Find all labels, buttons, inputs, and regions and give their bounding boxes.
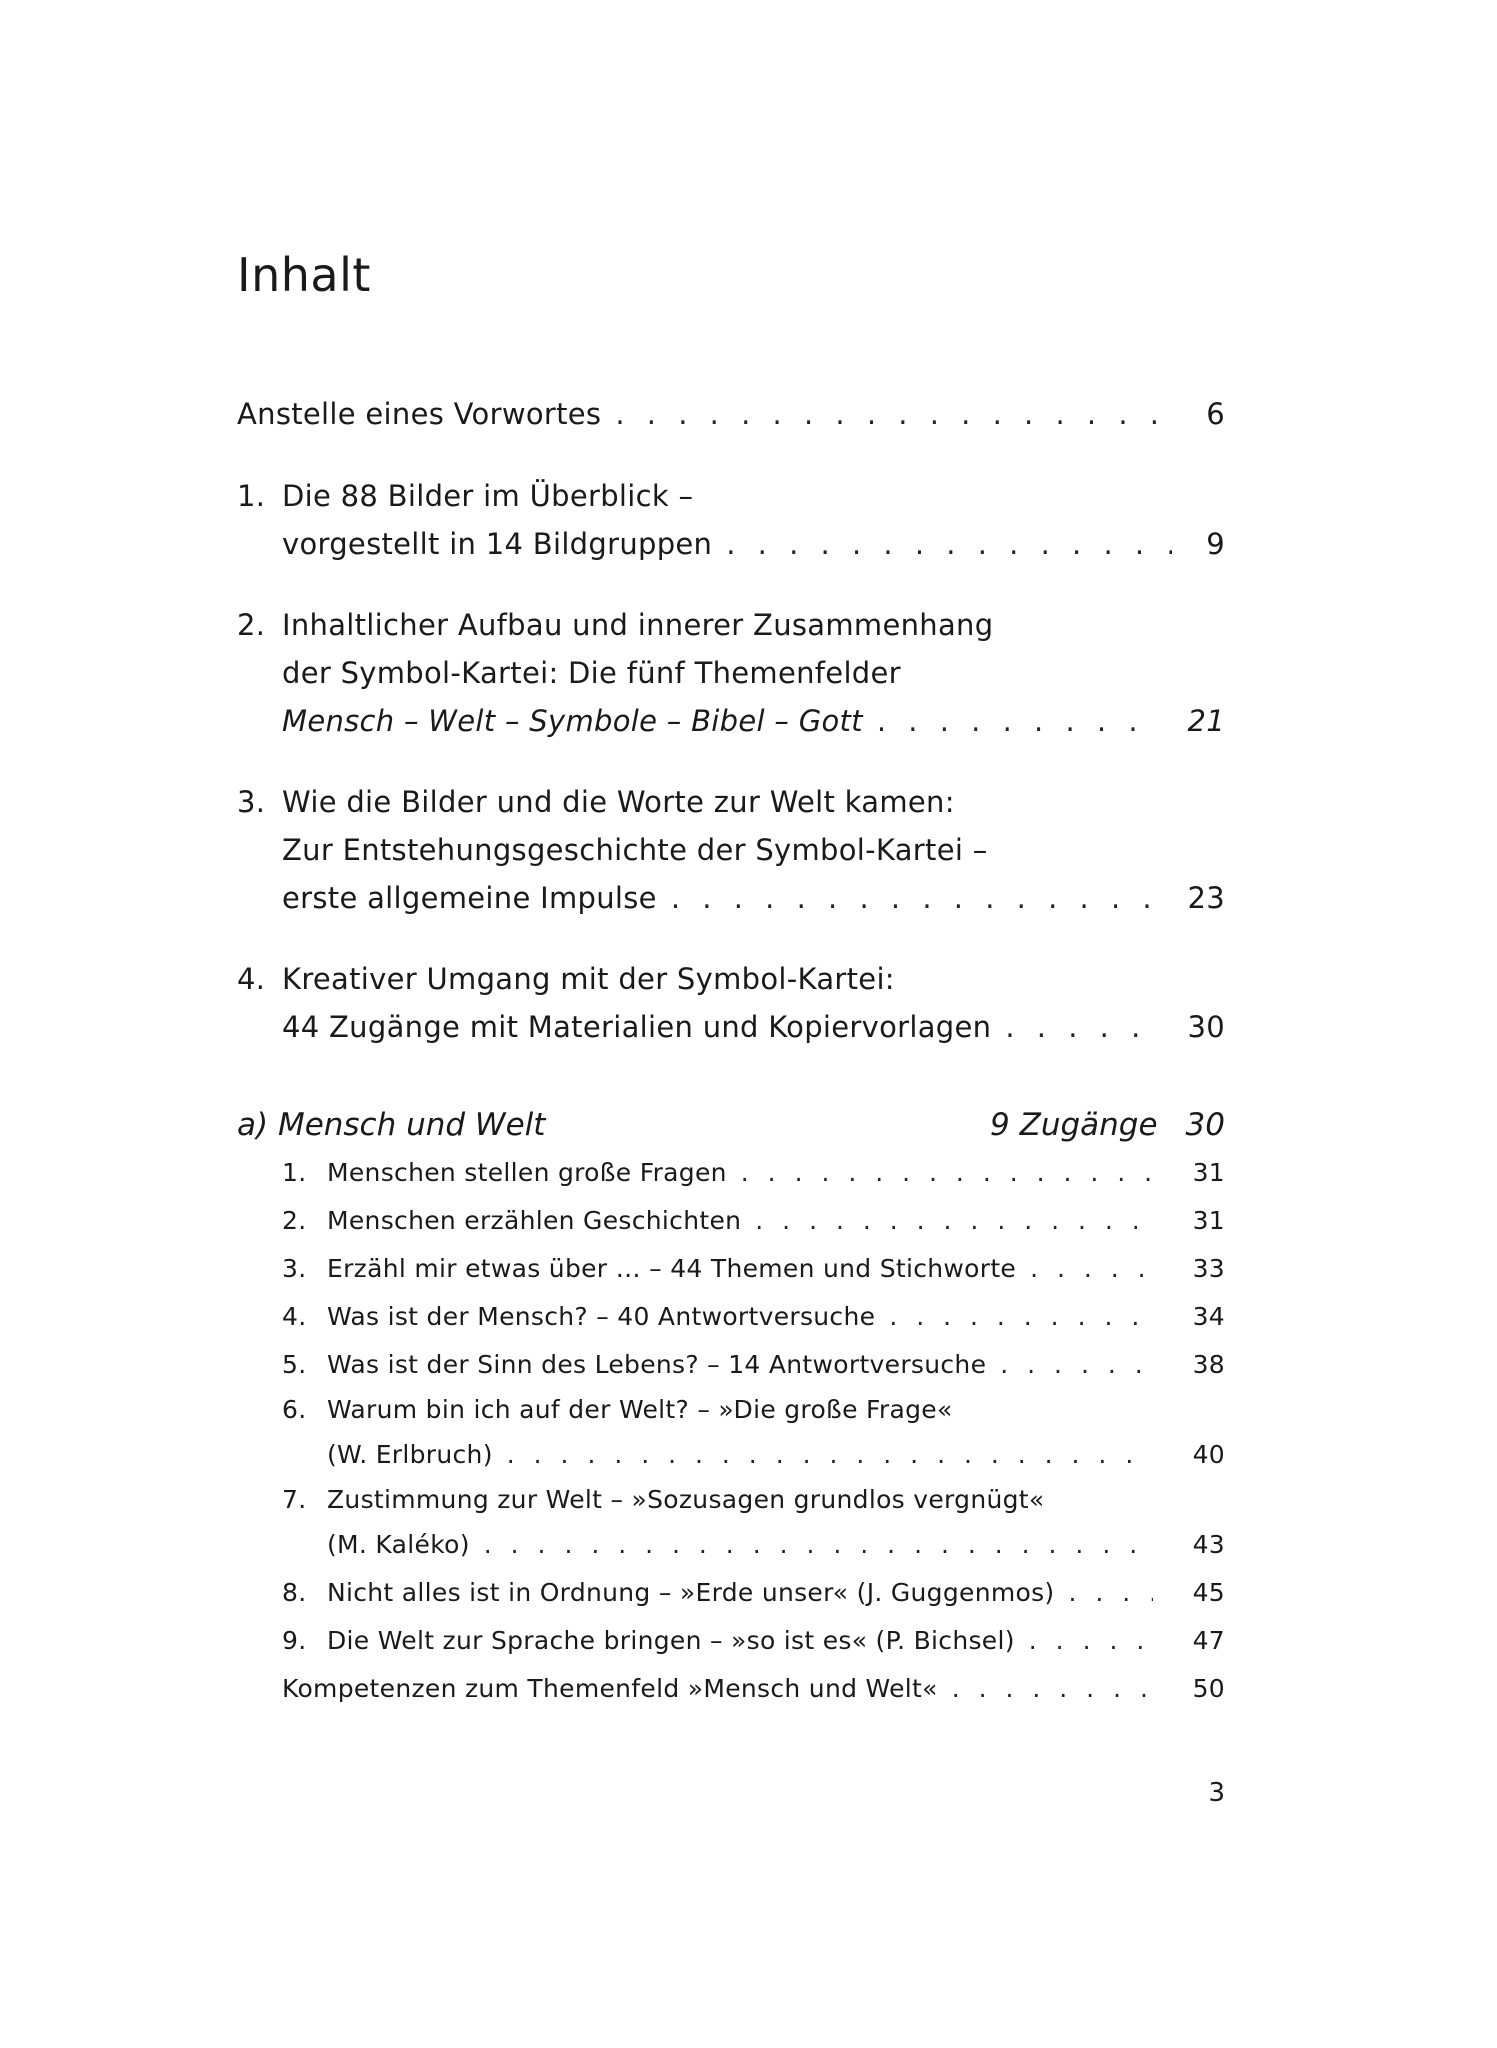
dot-leader bbox=[507, 1431, 1153, 1479]
toc-entry-number: 4. bbox=[237, 962, 266, 996]
sub-page-number: 31 bbox=[1192, 1158, 1225, 1187]
toc-line bbox=[237, 778, 1225, 826]
toc-line bbox=[237, 1003, 1225, 1051]
toc-entry-text: erste allgemeine Impulse bbox=[282, 881, 657, 915]
sub-entry-6 bbox=[282, 1389, 1225, 1431]
toc-entry-text: der Symbol-Kartei: Die fünf Themenfelder bbox=[282, 656, 901, 690]
toc-line bbox=[237, 390, 1225, 438]
section-count: 9 Zugänge bbox=[990, 1107, 1158, 1143]
sub-page-number: 50 bbox=[1192, 1674, 1225, 1703]
dot-leader bbox=[741, 1149, 1153, 1197]
toc-entry-text: Anstelle eines Vorwortes bbox=[237, 397, 602, 431]
sub-entry-number: 1. bbox=[282, 1158, 307, 1187]
dot-leader bbox=[877, 697, 1154, 745]
toc-line bbox=[237, 874, 1225, 922]
toc-line bbox=[237, 955, 1225, 1003]
sub-page-number: 34 bbox=[1192, 1302, 1225, 1331]
sub-entry-text: Was ist der Mensch? – 40 Antwortversuche bbox=[327, 1302, 876, 1331]
sub-page-number: 38 bbox=[1192, 1350, 1225, 1379]
toc-entry-text: Zur Entstehungsgeschichte der Symbol-Kartei – bbox=[282, 833, 988, 867]
sub-entry-number: 5. bbox=[282, 1350, 307, 1379]
dot-leader bbox=[615, 390, 1172, 438]
sub-entry-7 bbox=[282, 1479, 1225, 1521]
dot-leader bbox=[1068, 1569, 1152, 1617]
sub-entry-text: Nicht alles ist in Ordnung – »Erde unser« (J. Guggenmos) bbox=[327, 1578, 1055, 1607]
sub-page-number: 45 bbox=[1192, 1578, 1225, 1607]
sub-entry-number: 7. bbox=[282, 1485, 307, 1514]
toc-line bbox=[237, 697, 1225, 745]
toc-entry-text: Die 88 Bilder im Überblick – bbox=[282, 479, 694, 513]
dot-leader bbox=[1000, 1341, 1152, 1389]
section-label: a) Mensch und Welt bbox=[237, 1107, 546, 1143]
page-number: 3 bbox=[1208, 1778, 1225, 1808]
section-page-number: 30 bbox=[1185, 1107, 1225, 1143]
toc-entry-3 bbox=[237, 778, 1225, 922]
dot-leader bbox=[1029, 1617, 1153, 1665]
sub-entry-number: 9. bbox=[282, 1626, 307, 1655]
sub-entry-text: (M. Kaléko) bbox=[327, 1530, 470, 1559]
page-title: Inhalt bbox=[237, 248, 371, 302]
toc-entry-number: 2. bbox=[237, 608, 266, 642]
sub-entry-number: 4. bbox=[282, 1302, 307, 1331]
dot-leader bbox=[671, 874, 1154, 922]
toc-line bbox=[237, 520, 1225, 568]
dot-leader bbox=[484, 1521, 1153, 1569]
sub-entry-8 bbox=[282, 1569, 1225, 1617]
sub-entry-1 bbox=[282, 1149, 1225, 1197]
toc-entry-4 bbox=[237, 955, 1225, 1051]
toc-entry-2 bbox=[237, 601, 1225, 745]
sub-entry-text: Kompetenzen zum Themenfeld »Mensch und Welt« bbox=[282, 1674, 938, 1703]
toc-entry-number: 3. bbox=[237, 785, 266, 819]
sub-page-number: 47 bbox=[1192, 1626, 1225, 1655]
sub-entry-4 bbox=[282, 1293, 1225, 1341]
sub-entry-5 bbox=[282, 1341, 1225, 1389]
sub-entry-7-cont bbox=[282, 1521, 1225, 1569]
sub-page-number: 31 bbox=[1192, 1206, 1225, 1235]
toc-line bbox=[237, 601, 1225, 649]
toc-entry-text: Wie die Bilder und die Worte zur Welt kamen: bbox=[282, 785, 955, 819]
toc-entry-number: 1. bbox=[237, 479, 266, 513]
toc-entry-text: 44 Zugänge mit Materialien und Kopiervorlagen bbox=[282, 1010, 992, 1044]
toc-entry-text: Mensch – Welt – Symbole – Bibel – Gott bbox=[282, 704, 863, 738]
sub-entry-6-cont bbox=[282, 1431, 1225, 1479]
dot-leader bbox=[755, 1197, 1152, 1245]
toc-page-number: 9 bbox=[1206, 527, 1225, 561]
sub-entry-number: 3. bbox=[282, 1254, 307, 1283]
toc-entry-text: Inhaltlicher Aufbau und innerer Zusammenhang bbox=[282, 608, 994, 642]
sub-entry-text: Zustimmung zur Welt – »Sozusagen grundlos vergnügt« bbox=[327, 1485, 1045, 1514]
toc-entry-text: vorgestellt in 14 Bildgruppen bbox=[282, 527, 713, 561]
toc-line bbox=[237, 649, 1225, 697]
dot-leader bbox=[1005, 1003, 1153, 1051]
dot-leader bbox=[889, 1293, 1152, 1341]
sub-entry-text: Menschen stellen große Fragen bbox=[327, 1158, 727, 1187]
dot-leader bbox=[1030, 1245, 1152, 1293]
sub-entry-text: Warum bin ich auf der Welt? – »Die große Frage« bbox=[327, 1395, 953, 1424]
sub-entry-2 bbox=[282, 1197, 1225, 1245]
sub-entry-text: Menschen erzählen Geschichten bbox=[327, 1206, 742, 1235]
toc-entry-vorwort bbox=[237, 390, 1225, 438]
sub-entry-text: Was ist der Sinn des Lebens? – 14 Antwortversuche bbox=[327, 1350, 987, 1379]
toc-page-number: 30 bbox=[1187, 1010, 1225, 1044]
sub-entry-number: 6. bbox=[282, 1395, 307, 1424]
dot-leader bbox=[952, 1665, 1153, 1713]
sub-entry-9 bbox=[282, 1617, 1225, 1665]
section-heading bbox=[237, 1101, 1225, 1149]
sub-page-number: 40 bbox=[1192, 1440, 1225, 1469]
sub-entry-summary bbox=[282, 1665, 1225, 1713]
sub-entry-3 bbox=[282, 1245, 1225, 1293]
toc-page-number: 6 bbox=[1206, 397, 1225, 431]
table-of-contents bbox=[237, 0, 1225, 2048]
toc-entry-1 bbox=[237, 472, 1225, 568]
toc-entry-text: Kreativer Umgang mit der Symbol-Kartei: bbox=[282, 962, 895, 996]
toc-page-number: 23 bbox=[1187, 881, 1225, 915]
section-items bbox=[282, 1149, 1225, 1713]
sub-entry-text: (W. Erlbruch) bbox=[327, 1440, 493, 1469]
toc-line bbox=[237, 472, 1225, 520]
sub-entry-text: Die Welt zur Sprache bringen – »so ist es« (P. Bichsel) bbox=[327, 1626, 1015, 1655]
sub-page-number: 43 bbox=[1192, 1530, 1225, 1559]
toc-line bbox=[237, 826, 1225, 874]
toc-page-number: 21 bbox=[1187, 704, 1225, 738]
sub-entry-number: 8. bbox=[282, 1578, 307, 1607]
sub-page-number: 33 bbox=[1192, 1254, 1225, 1283]
sub-entry-number: 2. bbox=[282, 1206, 307, 1235]
dot-leader bbox=[726, 520, 1172, 568]
sub-entry-text: Erzähl mir etwas über … – 44 Themen und Stichworte bbox=[327, 1254, 1017, 1283]
